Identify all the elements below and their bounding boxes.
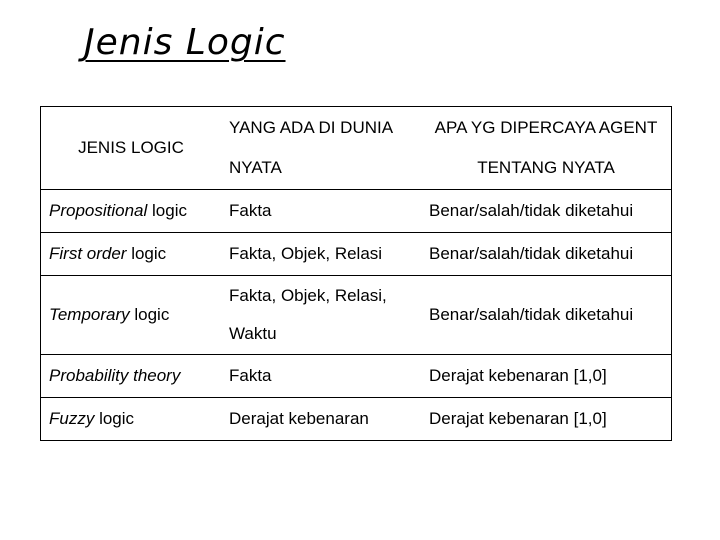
table-row	[41, 190, 672, 233]
header-yang-ada-line1: YANG ADA DI DUNIA	[229, 118, 394, 137]
real-world-cell: Fakta, Objek, Relasi	[229, 244, 383, 263]
header-yang-ada-line2: NYATA	[229, 158, 282, 177]
agent-belief-cell: Derajat kebenaran [1,0]	[429, 409, 607, 428]
logic-name-cell	[41, 398, 222, 441]
page-title: Jenis Logic	[84, 22, 286, 63]
table-row	[41, 233, 672, 276]
real-world-line1: Fakta, Objek, Relasi,	[229, 286, 387, 305]
real-world-cell: Fakta	[229, 201, 272, 220]
logic-name-italic: First order	[49, 244, 127, 263]
logic-table	[40, 106, 672, 441]
table-header-row	[41, 107, 672, 190]
agent-belief-cell: Benar/salah/tidak diketahui	[429, 201, 634, 220]
agent-belief-cell: Benar/salah/tidak diketahui	[429, 244, 634, 263]
header-apa-dipercaya-line2: TENTANG NYATA	[477, 158, 615, 177]
table-row	[41, 276, 672, 355]
header-apa-dipercaya	[421, 107, 672, 190]
table-row	[41, 398, 672, 441]
logic-name-italic: Fuzzy	[49, 409, 95, 428]
table-row	[41, 355, 672, 398]
agent-belief-cell: Benar/salah/tidak diketahui	[429, 305, 634, 324]
logic-name-italic: Temporary	[49, 305, 130, 324]
logic-name-cell	[41, 233, 222, 276]
real-world-cell: Derajat kebenaran	[229, 409, 369, 428]
agent-belief-cell: Derajat kebenaran [1,0]	[429, 366, 607, 385]
logic-name-cell	[41, 190, 222, 233]
logic-name-rest: logic	[126, 244, 167, 263]
logic-name-cell	[41, 355, 222, 398]
real-world-line2: Waktu	[229, 324, 277, 343]
real-world-cell	[221, 276, 421, 355]
real-world-cell: Fakta	[229, 366, 272, 385]
header-yang-ada	[221, 107, 421, 190]
logic-name-italic: Probability theory	[49, 366, 181, 385]
logic-name-rest: logic	[129, 305, 170, 324]
logic-name-rest: logic	[94, 409, 135, 428]
header-apa-dipercaya-line1: APA YG DIPERCAYA AGENT	[434, 118, 658, 137]
logic-name-cell	[41, 276, 222, 355]
logic-name-rest: logic	[147, 201, 187, 220]
header-jenis-logic: JENIS LOGIC	[78, 138, 184, 157]
logic-name-italic: Propositional	[49, 201, 148, 220]
